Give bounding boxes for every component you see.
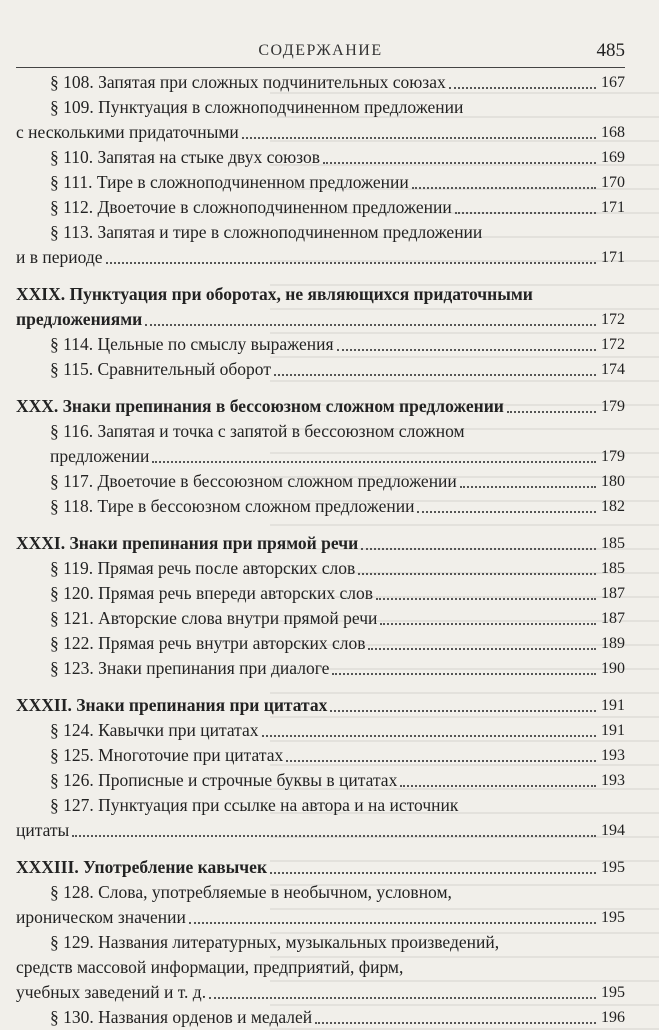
toc-page-number: 196 bbox=[601, 1009, 625, 1026]
toc-page-number: 174 bbox=[601, 361, 625, 378]
chapter-heading bbox=[16, 531, 625, 556]
leader-dots bbox=[72, 835, 596, 837]
toc-page-number: 167 bbox=[601, 74, 625, 91]
toc-entry-line: § 116. Запятая и точка с запятой в бессоюзном сложном bbox=[50, 421, 465, 441]
toc-entry-title: § 122. Прямая речь внутри авторских слов bbox=[50, 633, 366, 653]
toc-entry-title: § 120. Прямая речь впереди авторских слов bbox=[50, 583, 374, 603]
page-number: 485 bbox=[596, 40, 625, 61]
toc-entry-title: § 123. Знаки препинания при диалоге bbox=[50, 658, 330, 678]
toc-entry bbox=[16, 145, 625, 170]
leader-dots bbox=[315, 1022, 596, 1024]
toc-entry-line: § 129. Названия литературных, музыкальных произведений, bbox=[50, 932, 500, 952]
leader-dots bbox=[330, 710, 596, 712]
toc-entry bbox=[16, 743, 625, 768]
leader-dots bbox=[145, 324, 596, 326]
page-header bbox=[16, 40, 625, 66]
toc-page-number: 182 bbox=[601, 498, 625, 515]
leader-dots bbox=[412, 187, 596, 189]
toc-page-number: 172 bbox=[601, 311, 625, 328]
toc-page-number: 185 bbox=[601, 560, 625, 577]
chapter-title: XXXI. Знаки препинания при прямой речи bbox=[16, 533, 359, 553]
leader-dots bbox=[106, 262, 596, 264]
leader-dots bbox=[189, 922, 596, 924]
leader-dots bbox=[337, 349, 596, 351]
toc-entry-line: § 113. Запятая и тире в сложноподчиненном предложении bbox=[50, 222, 483, 242]
leader-dots bbox=[209, 997, 596, 999]
toc-entry-title: § 130. Названия орденов и медалей bbox=[50, 1007, 313, 1027]
toc-entry-title: учебных заведений и т. д. bbox=[16, 982, 207, 1002]
leader-dots bbox=[332, 673, 596, 675]
toc-page-number: 194 bbox=[601, 822, 625, 839]
toc-page-number: 193 bbox=[601, 772, 625, 789]
leader-dots bbox=[507, 411, 596, 413]
toc-entry-title: § 112. Двоеточие в сложноподчиненном предложении bbox=[50, 197, 452, 217]
toc-page-number: 169 bbox=[601, 149, 625, 166]
leader-dots bbox=[323, 162, 596, 164]
toc-entry bbox=[16, 656, 625, 681]
toc-page-number: 171 bbox=[601, 199, 625, 216]
toc-entry bbox=[16, 718, 625, 743]
toc-entry bbox=[16, 631, 625, 656]
toc-entry bbox=[16, 245, 625, 270]
chapter-title: XXX. Знаки препинания в бессоюзном сложном предложении bbox=[16, 396, 504, 416]
toc-entry bbox=[16, 1005, 625, 1030]
toc-entry bbox=[16, 357, 625, 382]
toc-entry-title: § 121. Авторские слова внутри прямой речи bbox=[50, 608, 378, 628]
toc-entry-title: § 114. Цельные по смыслу выражения bbox=[50, 334, 334, 354]
chapter-heading bbox=[16, 394, 625, 419]
toc-entry bbox=[16, 70, 625, 95]
chapter-title: XXXII. Знаки препинания при цитатах bbox=[16, 695, 328, 715]
toc-entry bbox=[16, 170, 625, 195]
toc-entry-title: § 110. Запятая на стыке двух союзов bbox=[50, 147, 320, 167]
toc-page-number: 191 bbox=[601, 697, 625, 714]
table-of-contents bbox=[16, 70, 625, 1030]
toc-entry-title: § 118. Тире в бессоюзном сложном предложении bbox=[50, 496, 415, 516]
toc-page-number: 171 bbox=[601, 249, 625, 266]
leader-dots bbox=[152, 461, 596, 463]
toc-entry bbox=[16, 444, 625, 469]
header-rule bbox=[16, 67, 625, 68]
toc-entry-title: § 125. Многоточие при цитатах bbox=[50, 745, 284, 765]
chapter-heading-line: XXIX. Пунктуация при оборотах, не являющихся придаточными bbox=[16, 284, 533, 304]
toc-page-number: 180 bbox=[601, 473, 625, 490]
toc-entry-title: § 108. Запятая при сложных подчинительных союзах bbox=[50, 72, 446, 92]
leader-dots bbox=[455, 212, 596, 214]
toc-entry-title: § 115. Сравнительный оборот bbox=[50, 359, 271, 379]
toc-page-number: 195 bbox=[601, 859, 625, 876]
leader-dots bbox=[274, 374, 596, 376]
toc-entry bbox=[16, 332, 625, 357]
leader-dots bbox=[368, 648, 596, 650]
toc-entry-line: § 109. Пунктуация в сложноподчиненном предложении bbox=[50, 97, 464, 117]
leader-dots bbox=[286, 760, 596, 762]
toc-page-number: 193 bbox=[601, 747, 625, 764]
toc-entry bbox=[16, 768, 625, 793]
toc-page-number: 195 bbox=[601, 909, 625, 926]
toc-entry-title: § 126. Прописные и строчные буквы в цитатах bbox=[50, 770, 398, 790]
toc-entry bbox=[16, 606, 625, 631]
toc-page-number: 191 bbox=[601, 722, 625, 739]
toc-page-number: 170 bbox=[601, 174, 625, 191]
toc-entry-title: ироническом значении bbox=[16, 907, 186, 927]
toc-entry-title: с несколькими придаточными bbox=[16, 122, 239, 142]
toc-entry bbox=[16, 581, 625, 606]
toc-entry bbox=[16, 556, 625, 581]
toc-entry-title: § 119. Прямая речь после авторских слов bbox=[50, 558, 356, 578]
toc-page-number: 189 bbox=[601, 635, 625, 652]
toc-entry-line: § 128. Слова, употребляемые в необычном, условном, bbox=[50, 882, 452, 902]
toc-page-number: 190 bbox=[601, 660, 625, 677]
toc-entry bbox=[16, 195, 625, 220]
leader-dots bbox=[400, 785, 596, 787]
toc-page-number: 187 bbox=[601, 610, 625, 627]
chapter-heading bbox=[16, 693, 625, 718]
toc-entry bbox=[16, 980, 625, 1005]
toc-page-number: 168 bbox=[601, 124, 625, 141]
toc-page-number: 195 bbox=[601, 984, 625, 1001]
leader-dots bbox=[262, 735, 596, 737]
toc-page-number: 172 bbox=[601, 336, 625, 353]
chapter-title: XXXIII. Употребление кавычек bbox=[16, 857, 268, 877]
leader-dots bbox=[460, 486, 596, 488]
toc-entry bbox=[16, 818, 625, 843]
toc-entry-title: предложении bbox=[50, 446, 150, 466]
leader-dots bbox=[361, 548, 596, 550]
leader-dots bbox=[380, 623, 596, 625]
toc-entry bbox=[16, 905, 625, 930]
toc-entry-title: § 117. Двоеточие в бессоюзном сложном предложении bbox=[50, 471, 457, 491]
leader-dots bbox=[417, 511, 596, 513]
leader-dots bbox=[242, 137, 596, 139]
leader-dots bbox=[449, 87, 596, 89]
toc-page-number: 185 bbox=[601, 535, 625, 552]
leader-dots bbox=[376, 598, 596, 600]
toc-entry-line: § 127. Пунктуация при ссылке на автора и на источник bbox=[50, 795, 459, 815]
toc-entry bbox=[16, 120, 625, 145]
toc-entry-title: и в периоде bbox=[16, 247, 103, 267]
leader-dots bbox=[358, 573, 596, 575]
leader-dots bbox=[270, 872, 596, 874]
toc-entry-title: § 124. Кавычки при цитатах bbox=[50, 720, 259, 740]
toc-entry bbox=[16, 469, 625, 494]
chapter-heading bbox=[16, 855, 625, 880]
toc-page-number: 187 bbox=[601, 585, 625, 602]
chapter-heading bbox=[16, 307, 625, 332]
toc-page-number: 179 bbox=[601, 398, 625, 415]
toc-entry-line: средств массовой информации, предприятий, фирм, bbox=[16, 957, 404, 977]
toc-entry bbox=[16, 494, 625, 519]
toc-entry-title: цитаты bbox=[16, 820, 70, 840]
running-title: СОДЕРЖАНИЕ bbox=[258, 42, 383, 59]
chapter-title: предложениями bbox=[16, 309, 143, 329]
toc-entry-title: § 111. Тире в сложноподчиненном предложении bbox=[50, 172, 409, 192]
toc-page-number: 179 bbox=[601, 448, 625, 465]
